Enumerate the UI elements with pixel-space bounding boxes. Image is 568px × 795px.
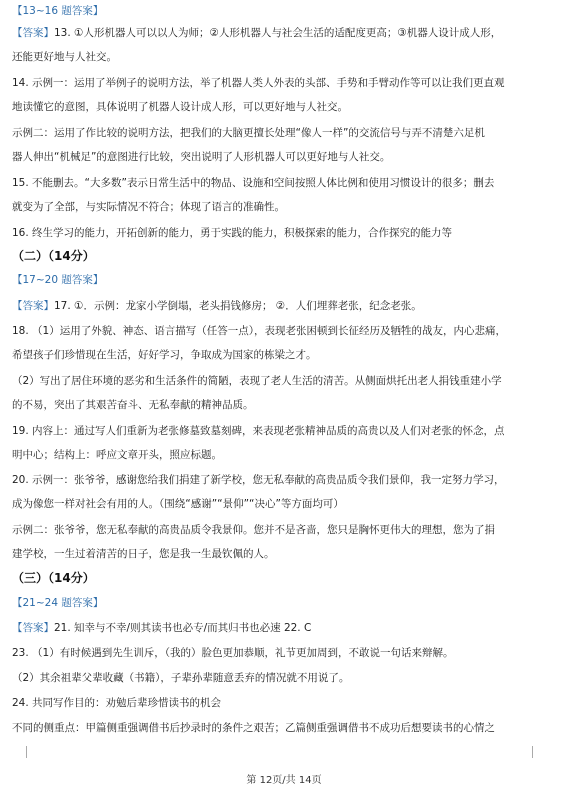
text-line [12, 4, 554, 18]
page-number: 第 12页/共 14页 [246, 775, 322, 786]
crop-mark-bottom-left [14, 746, 27, 758]
line-text: 示例二：张爷爷，您无私奉献的高贵品质令我景仰。您并不是吝啬，您只是胸怀更伟大的理想，您为了捐 [12, 524, 495, 536]
line-text: 希望孩子们珍惜现在生活，好好学习，争取成为国家的栋梁之才。 [12, 349, 317, 361]
crop-mark-bottom-right [532, 746, 545, 758]
text-line [12, 176, 554, 190]
line-text: 19. 内容上：通过写人们重新为老张修墓致墓刻碑，来表现老张精神品质的高贵以及人们对老张的怀念，点 [12, 425, 505, 437]
line-text: 成为像您一样对社会有用的人。（围绕“感谢”“景仰”“决心”等方面均可） [12, 498, 344, 510]
text-line [12, 100, 554, 114]
section-heading [12, 571, 554, 585]
line-text: 的不易，突出了其艰苦奋斗、无私奉献的精神品质。 [12, 399, 254, 411]
text-line [12, 696, 554, 710]
line-text: （三）（14分） [12, 571, 95, 585]
text-line [12, 200, 554, 214]
line-text: 就变为了全部，与实际情况不符合；体现了语言的准确性。 [12, 201, 285, 213]
text-line [12, 50, 554, 64]
line-text: 地读懂它的意图，具体说明了机器人设计成人形，可以更好地与人社交。 [12, 101, 348, 113]
text-line [12, 621, 554, 635]
text-line [12, 226, 554, 240]
line-text: 还能更好地与人社交。 [12, 51, 117, 63]
text-line [12, 150, 554, 164]
line-text: 明中心；结构上：呼应文章开头，照应标题。 [12, 449, 222, 461]
line-text: 23. （1）有时候遇到先生训斥，（我的）脸色更加恭顺，礼节更加周到，不敢说一句话来辩解。 [12, 647, 454, 659]
text-line [12, 596, 554, 610]
line-text: 18. （1）运用了外貌、神态、语言描写（任答一点），表现老张困顿到长征经历及牺牲的战友，内心悲痛， [12, 325, 506, 337]
text-line [12, 547, 554, 561]
line-text: 15. 不能删去。“大多数”表示日常生活中的物品、设施和空间按照人体比例和使用习惯设计的很多；删去 [12, 177, 495, 189]
text-line [12, 324, 554, 338]
line-text: 17. ①．示例：龙家小学倒塌，老头捐钱修房； ②．人们埋葬老张，纪念老张。 [54, 300, 422, 312]
text-line [12, 671, 554, 685]
section-heading [12, 249, 554, 263]
text-line [12, 126, 554, 140]
line-text: 24. 共同写作目的：劝勉后辈珍惜读书的机会 [12, 697, 222, 709]
text-line [12, 273, 554, 287]
line-text: 13. ①人形机器人可以以人为师；②人形机器人与社会生活的适配度更高；③机器人设计成人形， [54, 27, 502, 39]
line-text: 20. 示例一：张爷爷，感谢您给我们捐建了新学校，您无私奉献的高贵品质令我们景仰，我一定努力学习， [12, 474, 505, 486]
text-line [12, 448, 554, 462]
line-text: 16. 终生学习的能力，开拓创新的能力，勇于实践的能力，积极探索的能力，合作探究的能力等 [12, 227, 453, 239]
answer-tag: 【21~24 题答案】 [12, 597, 104, 609]
line-text: 21. 知幸与不幸/则其读书也必专/而其归书也必速 22. C [54, 622, 312, 634]
line-text: 14. 示例一：运用了举例子的说明方法，举了机器人类人外表的头部、手势和手臂动作等可以让我们更直观 [12, 77, 505, 89]
answer-tag: 【答案】 [12, 622, 54, 634]
line-text: （二）（14分） [12, 249, 95, 263]
line-text: 不同的侧重点：甲篇侧重强调借书后抄录时的条件之艰苦；乙篇侧重强调借书不成功后想要读书的心情之 [12, 722, 495, 734]
text-line [12, 424, 554, 438]
text-line [12, 348, 554, 362]
text-line [12, 646, 554, 660]
text-line [12, 497, 554, 511]
line-text: （2）其余祖辈父辈收藏（书籍），子辈孙辈随意丢弃的情况就不用说了。 [12, 672, 350, 684]
line-text: （2）写出了居住环境的恶劣和生活条件的简陋，表现了老人生活的清苦。从侧面烘托出老人捐钱重建小学 [12, 375, 502, 387]
text-line [12, 374, 554, 388]
text-line [12, 299, 554, 313]
text-line [12, 473, 554, 487]
text-line [12, 721, 554, 735]
text-line [12, 26, 554, 40]
text-line [12, 76, 554, 90]
line-text: 示例二：运用了作比较的说明方法，把我们的大脑更擅长处理“像人一样”的交流信号与弄不清楚六足机 [12, 127, 485, 139]
answer-tag: 【17~20 题答案】 [12, 274, 104, 286]
line-text: 器人伸出“机械足”的意图进行比较，突出说明了人形机器人可以更好地与人社交。 [12, 151, 391, 163]
line-text: 建学校，一生过着清苦的日子，您是我一生最钦佩的人。 [12, 548, 275, 560]
text-line [12, 398, 554, 412]
answer-tag: 【答案】 [12, 300, 54, 312]
answer-tag: 【13~16 题答案】 [12, 5, 104, 17]
answer-tag: 【答案】 [12, 27, 54, 39]
text-line [12, 523, 554, 537]
